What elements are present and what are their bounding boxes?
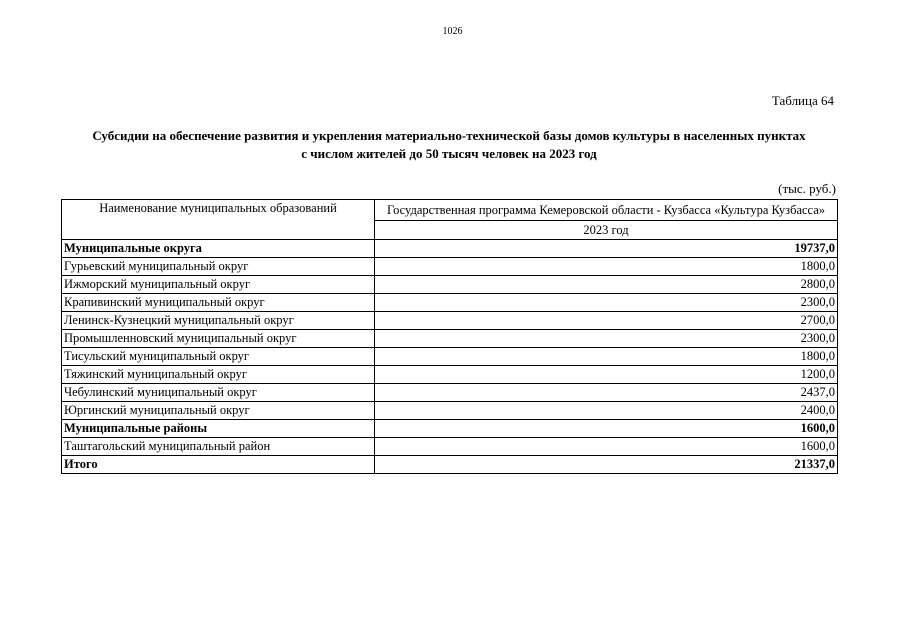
table-row [62, 438, 838, 456]
table-row [62, 330, 838, 348]
table-row [62, 348, 838, 366]
table-row [62, 384, 838, 402]
table-row-total [62, 456, 838, 474]
table-row [62, 312, 838, 330]
row-municipality-name: Крапивинский муниципальный округ [62, 294, 375, 312]
document-title [60, 127, 838, 163]
row-municipality-name: Муниципальные округа [62, 240, 375, 258]
header-year: 2023 год [375, 221, 838, 240]
table-header [62, 200, 838, 240]
row-municipality-name: Чебулинский муниципальный округ [62, 384, 375, 402]
header-program: Государственная программа Кемеровской области - Кузбасса «Культура Кузбасса» [375, 200, 838, 221]
row-municipality-name: Муниципальные районы [62, 420, 375, 438]
row-subsidy-value: 1800,0 [375, 348, 838, 366]
table-label: Таблица 64 [771, 93, 834, 108]
table-row [62, 276, 838, 294]
unit-label: (тыс. руб.) [778, 181, 836, 196]
row-municipality-name: Тяжинский муниципальный округ [62, 366, 375, 384]
table-row-total [62, 240, 838, 258]
row-subsidy-value: 1800,0 [375, 258, 838, 276]
row-subsidy-value: 2437,0 [375, 384, 838, 402]
subsidy-table [61, 199, 838, 474]
table-row [62, 294, 838, 312]
page-number: 1026 [442, 26, 463, 37]
row-subsidy-value: 19737,0 [375, 240, 838, 258]
table-body [62, 240, 838, 474]
row-subsidy-value: 1600,0 [375, 438, 838, 456]
row-municipality-name: Итого [62, 456, 375, 474]
row-subsidy-value: 2800,0 [375, 276, 838, 294]
table-row [62, 402, 838, 420]
row-municipality-name: Юргинский муниципальный округ [62, 402, 375, 420]
row-municipality-name: Промышленновский муниципальный округ [62, 330, 375, 348]
title-line-2: с числом жителей до 50 тысяч человек на 2023 год [301, 146, 597, 161]
row-subsidy-value: 2300,0 [375, 330, 838, 348]
row-municipality-name: Таштагольский муниципальный район [62, 438, 375, 456]
table-row [62, 366, 838, 384]
row-municipality-name: Ижморский муниципальный округ [62, 276, 375, 294]
row-municipality-name: Гурьевский муниципальный округ [62, 258, 375, 276]
title-line-1: Субсидии на обеспечение развития и укрепления материально-технической базы домов культуры в населенных пунктах [92, 128, 806, 143]
row-subsidy-value: 2300,0 [375, 294, 838, 312]
row-subsidy-value: 2700,0 [375, 312, 838, 330]
row-subsidy-value: 21337,0 [375, 456, 838, 474]
row-municipality-name: Ленинск-Кузнецкий муниципальный округ [62, 312, 375, 330]
header-municipality: Наименование муниципальных образований [62, 200, 375, 240]
table-row [62, 258, 838, 276]
row-municipality-name: Тисульский муниципальный округ [62, 348, 375, 366]
table-row-total [62, 420, 838, 438]
row-subsidy-value: 1200,0 [375, 366, 838, 384]
row-subsidy-value: 1600,0 [375, 420, 838, 438]
row-subsidy-value: 2400,0 [375, 402, 838, 420]
